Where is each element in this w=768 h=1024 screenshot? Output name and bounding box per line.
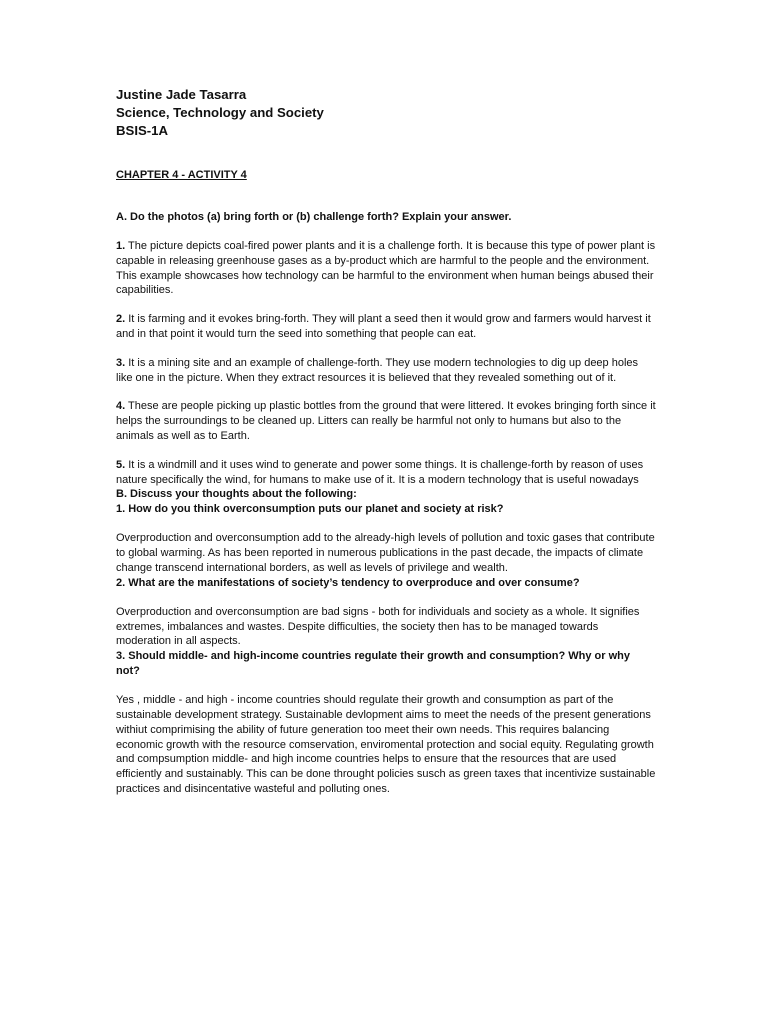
answer-number: 1. bbox=[116, 240, 126, 252]
part-a-heading: A. Do the photos (a) bring forth or (b) challenge forth? Explain your answer. bbox=[116, 211, 512, 223]
answer-number: 3. bbox=[116, 356, 126, 369]
answer-b3: Yes , middle - and high - income countries should regulate their growth and consumption as part of the sustainable development strategy. Sustainable devlopment aims to meet the needs of the present generations withiut comprimising the ability of future generation too meet their own needs. This requires balancing economic growth with the resource comservation, enviromental protection and social equity. Regulating growth and compsumption middle- and high income countries helps to ensure that the resources that are used efficiently and sustainably. This can be done throught policies susch as green taxes that incentivize sustainable practices and disincentative wasteful and polluting ones. bbox=[116, 694, 656, 795]
part-b-heading: B. Discuss your thoughts about the following: bbox=[116, 488, 357, 501]
course-name: Science, Technology and Society bbox=[116, 105, 324, 120]
chapter-title: CHAPTER 4 - ACTIVITY 4 bbox=[116, 169, 247, 181]
answer-b2: Overproduction and overconsumption are bad signs - both for individuals and society as a whole. It signifies extremes, imbalances and wastes. Despite difficulties, the society then has to be managed towards moderation in all aspects. bbox=[116, 605, 640, 648]
answer-text: The picture depicts coal-fired power plants and it is a challenge forth. It is because this type of power plant is capable in releasing greenhouse gases as a by-product which are harmful to the people and the environment. This example showcases how technology can be harmful to the environment when human beings abused their capabilities. bbox=[116, 240, 656, 297]
document-page bbox=[116, 86, 656, 797]
answer-number: 2. bbox=[116, 313, 126, 326]
question-b1: 1. How do you think overconsumption puts our planet and society at risk? bbox=[116, 503, 504, 516]
answer-number: 4. bbox=[116, 400, 126, 413]
question-b2: 2. What are the manifestations of society’s tendency to overproduce and over consume? bbox=[116, 576, 580, 589]
answer-a3 bbox=[116, 356, 656, 386]
class-section: BSIS-1A bbox=[116, 123, 169, 138]
answer-a5 bbox=[116, 458, 656, 488]
question-b3: 3. Should middle- and high-income countries regulate their growth and consumption? Why or why not? bbox=[116, 650, 630, 678]
answer-b1: Overproduction and overconsumption add to the already-high levels of pollution and toxic gases that contribute to global warming. As has been reported in numerous publications in the past decade, the impacts of climate change transcend international borders, as well as levels of privilege and wealth. bbox=[116, 532, 655, 574]
answer-text: These are people picking up plastic bottles from the ground that were littered. It evokes bringing forth since it helps the surroundings to be cleaned up. Litters can really be harmful not only to humans but also to the animals as well as to Earth. bbox=[116, 400, 656, 442]
answer-text: It is a mining site and an example of challenge-forth. They use modern technologies to dig up deep holes like one in the picture. When they extract resources it is believed that they revealed something out of it. bbox=[116, 356, 639, 384]
answer-text: It is farming and it evokes bring-forth. They will plant a seed then it would grow and farmers would harvest it and in that point it would turn the seed into something that people can eat. bbox=[116, 313, 651, 340]
answer-number: 5. bbox=[116, 458, 126, 471]
answer-a4 bbox=[116, 399, 656, 443]
author-name: Justine Jade Tasarra bbox=[116, 87, 247, 102]
answer-text: It is a windmill and it uses wind to generate and power some things. It is challenge-forth by reason of uses nature specifically the wind, for humans to make use of it. It is a modern technology that is useful nowadays bbox=[116, 458, 644, 486]
answer-a2 bbox=[116, 312, 656, 342]
answer-a1 bbox=[116, 239, 656, 298]
